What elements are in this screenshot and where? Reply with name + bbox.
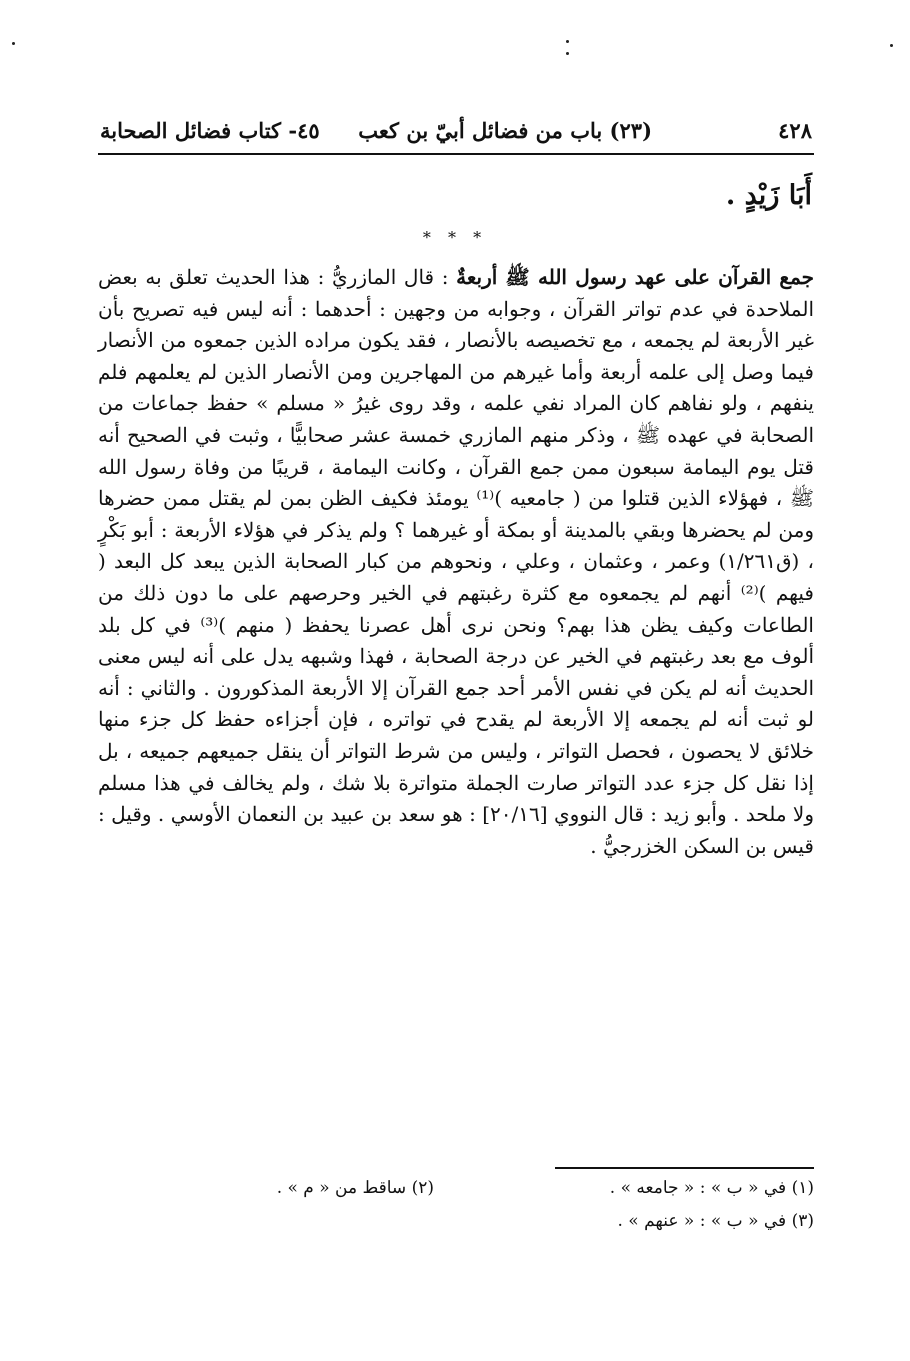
scan-speck [566,40,569,43]
footnote-1: (١) في « ب » : « جامعه » . [609,1178,814,1198]
opening-words: أَبَا زَيْدٍ . [725,180,812,211]
scan-speck [566,52,569,55]
section-separator: * * * [422,228,488,247]
footnote-3: (٣) في « ب » : « عنهم » . [617,1211,814,1231]
page-number: ٤٢٨ [778,118,812,143]
book-title: ٤٥- كتاب فضائل الصحابة [100,118,320,143]
scan-speck [12,42,15,45]
scan-speck [890,44,893,47]
lead-phrase: جمع القرآن على عهد رسول الله ﷺ أربعةٌ [456,265,814,289]
footnotes [98,1178,814,1238]
footnote-rule [555,1167,814,1169]
commentary-paragraph [98,262,814,862]
running-header [100,118,812,152]
footnote-2: (٢) ساقط من « م » . [276,1178,434,1198]
header-rule [98,153,814,155]
commentary-text: : قال المازريُّ : هذا الحديث تعلق به بعض الملاحدة في عدم تواتر القرآن ، وجوابه من وجهين : أحدهما : أنه ليس فيه تصريح بأن غير الأربعة لم يجمعه ، مع تخصيصه بالأنصار ، فقد يكون مراده الذين جمعوه من الأنصار فيما وصل إلى علمه أربعة وأما غيرهم من المهاجرين ومن الأنصار الذين لم يعلمهم فلم ينفهم ، ولو نفاهم كان المراد نفي علمه ، وقد روى غيرُ « مسلم » حفظ جماعات من الصحابة في عهده ﷺ ، وذكر منهم المازري خمسة عشر صحابيًّا ، وثبت في الصحيح أنه قتل يوم اليمامة سبعون ممن جمع القرآن ، وكانت اليمامة ، قريبًا من وفاة رسول الله ﷺ ، فهؤلاء الذين قتلوا من ( جامعيه )⁽¹⁾ يومئذ فكيف الظن بمن لم يقتل ممن حضرها ومن لم يحضرها وبقي بالمدينة أو بمكة أو غيرهما ؟ ولم يذكر في هؤلاء الأربعة : أبو بَكْرٍ ، (ق١/٢٦١) وعمر ، وعثمان ، وعلي ، ونحوهم من كبار الصحابة الذين يبعد كل البعد ( فيهم )⁽²⁾ أنهم لم يجمعوه مع كثرة رغبتهم في الخير وحرصهم على ما دون ذلك من الطاعات وكيف يظن هذا بهم؟ ونحن نرى أهل عصرنا يحفظ ( منهم )⁽³⁾ في كل بلد ألوف مع بعد رغبتهم في الخير عن درجة الصحابة ، فهذا وشبهه يدل على أنه ليس معنى الحديث أنه لم يكن في نفس الأمر أحد جمع القرآن إلا الأربعة المذكورون . والثاني : أنه لو ثبت أنه لم يجمعه إلا الأربعة لم يقدح في تواتره ، فإن أجزاءه حفظ كل جزء منها خلائق لا يحصون ، فحصل التواتر ، وليس من شرط التواتر أن ينقل جميعهم جميعه ، بل إذا نقل كل جزء عدد التواتر صارت الجملة متواترة بلا شك ، ولم يخالف في هذا مسلم ولا ملحد . وأبو زيد : قال النووي [٢٠/١٦] : هو سعد بن عبيد بن النعمان الأوسي . وقيل : قيس بن السكن الخزرجيُّ . [98,265,815,858]
chapter-title: (٢٣) باب من فضائل أبيّ بن كعب [358,118,652,143]
